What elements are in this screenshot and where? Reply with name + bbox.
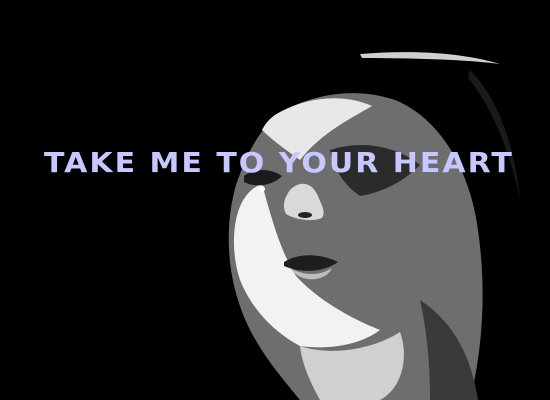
nostril [298, 212, 312, 218]
eye-glint [259, 186, 265, 192]
poster-headline: TAKE ME TO YOUR HEART [44, 146, 514, 180]
